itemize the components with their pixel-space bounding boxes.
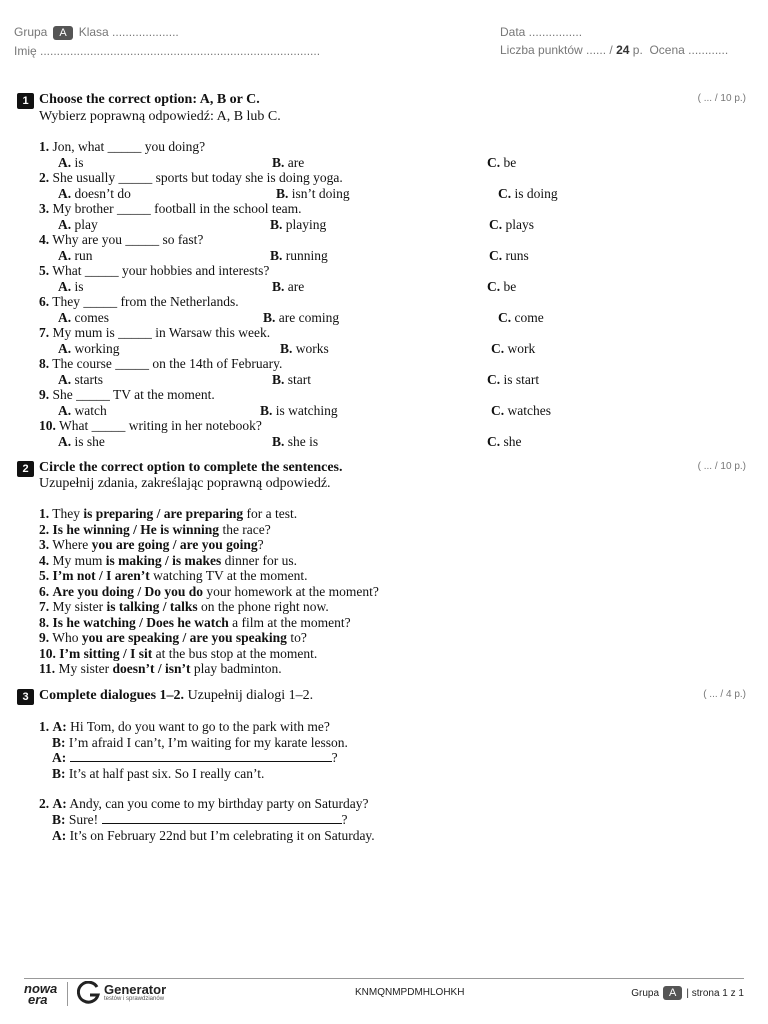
footer-divider (24, 978, 744, 979)
exercise-2-number: 2 (17, 461, 34, 477)
question-10-option-b[interactable]: B. she is (272, 434, 319, 449)
points-unit: p. (632, 43, 643, 57)
question-6: 6. They _____ from the Netherlands. (39, 294, 239, 309)
exercise-1-number: 1 (17, 93, 34, 109)
exercise-3-title: Complete dialogues 1–2. Uzupełnij dialogi 1–2. (39, 688, 314, 703)
sentence-9: 9. Who you are speaking / are you speaking to? (39, 630, 307, 645)
sentence-8-choices[interactable]: Is he watching / Does he watch (52, 614, 229, 630)
question-3: 3. My brother _____ football in the school team. (39, 201, 302, 216)
nowa-era-logo: nowa era (24, 981, 58, 1007)
question-7-option-c[interactable]: C. work (491, 341, 536, 356)
question-2-option-a[interactable]: A. doesn’t do (58, 186, 131, 201)
generator-title: Generator (104, 982, 167, 997)
exercise-2-points: ( ... / 10 p.) (697, 461, 746, 472)
dialogue-1-answer-blank[interactable] (70, 751, 332, 762)
question-8: 8. The course _____ on the 14th of February. (39, 356, 283, 371)
points-label: Liczba punktów ...... / (500, 43, 613, 57)
question-3-option-c[interactable]: C. plays (489, 217, 534, 232)
dialogue-2-line-2: B: Sure! ? (52, 812, 348, 827)
sentence-1: 1. They is preparing / are preparing for a test. (39, 506, 298, 521)
sentence-3-choices[interactable]: you are going / are you going (91, 537, 258, 552)
sentence-6-choices[interactable]: Are you doing / Do you do (52, 583, 204, 599)
points-total (500, 43, 728, 57)
question-4-option-a[interactable]: A. run (58, 248, 93, 263)
question-7-option-a[interactable]: A. working (58, 341, 120, 356)
question-2-option-c[interactable]: C. is doing (498, 186, 558, 201)
logo-separator (67, 982, 68, 1006)
sentence-4-choices[interactable]: is making / is makes (105, 552, 222, 568)
question-3-option-a[interactable]: A. play (58, 217, 98, 232)
group-label: Grupa (14, 25, 48, 39)
dialogue-1-line-1: 1. A: Hi Tom, do you want to go to the park with me? (39, 719, 330, 734)
question-5: 5. What _____ your hobbies and interests? (39, 263, 270, 278)
dialogue-2-answer-blank[interactable] (102, 813, 342, 824)
exercise-3-number: 3 (17, 689, 34, 705)
exercise-3-points: ( ... / 4 p.) (703, 689, 746, 700)
sentence-5-choices[interactable]: I’m not / I aren’t (52, 568, 150, 583)
exercise-1-points: ( ... / 10 p.) (697, 93, 746, 104)
dialogue-1-line-4: B: It’s at half past six. So I really can’t. (52, 766, 265, 781)
footer-page-info: Grupa A | strona 1 z 1 (631, 987, 744, 999)
exercise-1-title: Choose the correct option: A, B or C. (39, 92, 260, 107)
question-2: 2. She usually _____ sports but today she is doing yoga. (39, 170, 343, 185)
question-9: 9. She _____ TV at the moment. (39, 387, 215, 402)
question-9-option-c[interactable]: C. watches (491, 403, 551, 418)
sentence-2-choices[interactable]: Is he winning / He is winning (52, 521, 220, 537)
sentence-4: 4. My mum is making / is makes dinner for us. (39, 552, 298, 568)
question-9-option-a[interactable]: A. watch (58, 403, 107, 418)
question-1-option-a[interactable]: A. is (58, 155, 84, 170)
sentence-3: 3. Where you are going / are you going? (39, 537, 264, 552)
question-3-option-b[interactable]: B. playing (270, 217, 327, 232)
dialogue-2-line-1: 2. A: Andy, can you come to my birthday party on Saturday? (39, 796, 369, 811)
question-8-option-b[interactable]: B. start (272, 372, 312, 387)
question-4: 4. Why are you _____ so fast? (39, 232, 204, 247)
header-group (14, 25, 179, 40)
question-10-option-a[interactable]: A. is she (58, 434, 105, 449)
generator-subtitle: testów i sprawdzianów (104, 996, 165, 1002)
name-field: Imię .................................................................................... (14, 44, 321, 58)
sentence-8: 8. Is he watching / Does he watch a film at the moment? (39, 614, 351, 630)
points-max: 24 (616, 43, 630, 57)
dialogue-1-line-2: B: I’m afraid I can’t, I’m waiting for my karate lesson. (52, 735, 348, 750)
dialogue-1-line-3: A: ? (52, 750, 338, 765)
sentence-10: 10. I’m sitting / I sit at the bus stop at the moment. (39, 645, 318, 661)
question-10: 10. What _____ writing in her notebook? (39, 418, 262, 433)
sentence-11-choices[interactable]: doesn’t / isn’t (112, 661, 191, 676)
question-1: 1. Jon, what _____ you doing? (39, 139, 206, 154)
generator-logo-icon (77, 981, 101, 1005)
class-field: Klasa .................... (78, 25, 179, 39)
question-6-option-c[interactable]: C. come (498, 310, 544, 325)
question-2-option-b[interactable]: B. isn’t doing (276, 186, 350, 201)
question-7: 7. My mum is _____ in Warsaw this week. (39, 325, 271, 340)
sentence-6: 6. Are you doing / Do you do your homework at the moment? (39, 583, 379, 599)
exercise-1-subtitle: Wybierz poprawną odpowiedź: A, B lub C. (39, 109, 281, 124)
sentence-11: 11. My sister doesn’t / isn’t play badminton. (39, 661, 282, 676)
question-5-option-c[interactable]: C. be (487, 279, 517, 294)
grade-field: Ocena ............ (649, 43, 729, 57)
sentence-10-choices[interactable]: I’m sitting / I sit (59, 645, 153, 661)
question-10-option-c[interactable]: C. she (487, 434, 522, 449)
question-7-option-b[interactable]: B. works (280, 341, 329, 356)
question-5-option-a[interactable]: A. is (58, 279, 84, 294)
sentence-7: 7. My sister is talking / talks on the phone right now. (39, 599, 329, 614)
test-code: KNMQNMPDMHLOHKH (355, 987, 465, 998)
question-6-option-a[interactable]: A. comes (58, 310, 109, 325)
question-5-option-b[interactable]: B. are (272, 279, 305, 294)
sentence-7-choices[interactable]: is talking / talks (106, 599, 198, 614)
question-6-option-b[interactable]: B. are coming (263, 310, 340, 325)
group-badge: A (53, 26, 72, 40)
dialogue-2-line-3: A: It’s on February 22nd but I’m celebrating it on Saturday. (52, 828, 375, 843)
sentence-5: 5. I’m not / I aren’t watching TV at the moment. (39, 568, 308, 583)
sentence-9-choices[interactable]: you are speaking / are you speaking (81, 630, 287, 645)
footer-group-badge: A (663, 986, 682, 1000)
question-4-option-c[interactable]: C. runs (489, 248, 529, 263)
question-8-option-a[interactable]: A. starts (58, 372, 103, 387)
question-8-option-c[interactable]: C. is start (487, 372, 540, 387)
date-field: Data ................ (500, 25, 583, 39)
question-4-option-b[interactable]: B. running (270, 248, 328, 263)
question-1-option-b[interactable]: B. are (272, 155, 305, 170)
question-9-option-b[interactable]: B. is watching (260, 403, 338, 418)
sentence-2: 2. Is he winning / He is winning the race? (39, 521, 271, 537)
exercise-2-subtitle: Uzupełnij zdania, zakreślając poprawną odpowiedź. (39, 476, 331, 491)
sentence-1-choices[interactable]: is preparing / are preparing (83, 506, 244, 521)
question-1-option-c[interactable]: C. be (487, 155, 517, 170)
exercise-2-title: Circle the correct option to complete the sentences. (39, 460, 343, 475)
